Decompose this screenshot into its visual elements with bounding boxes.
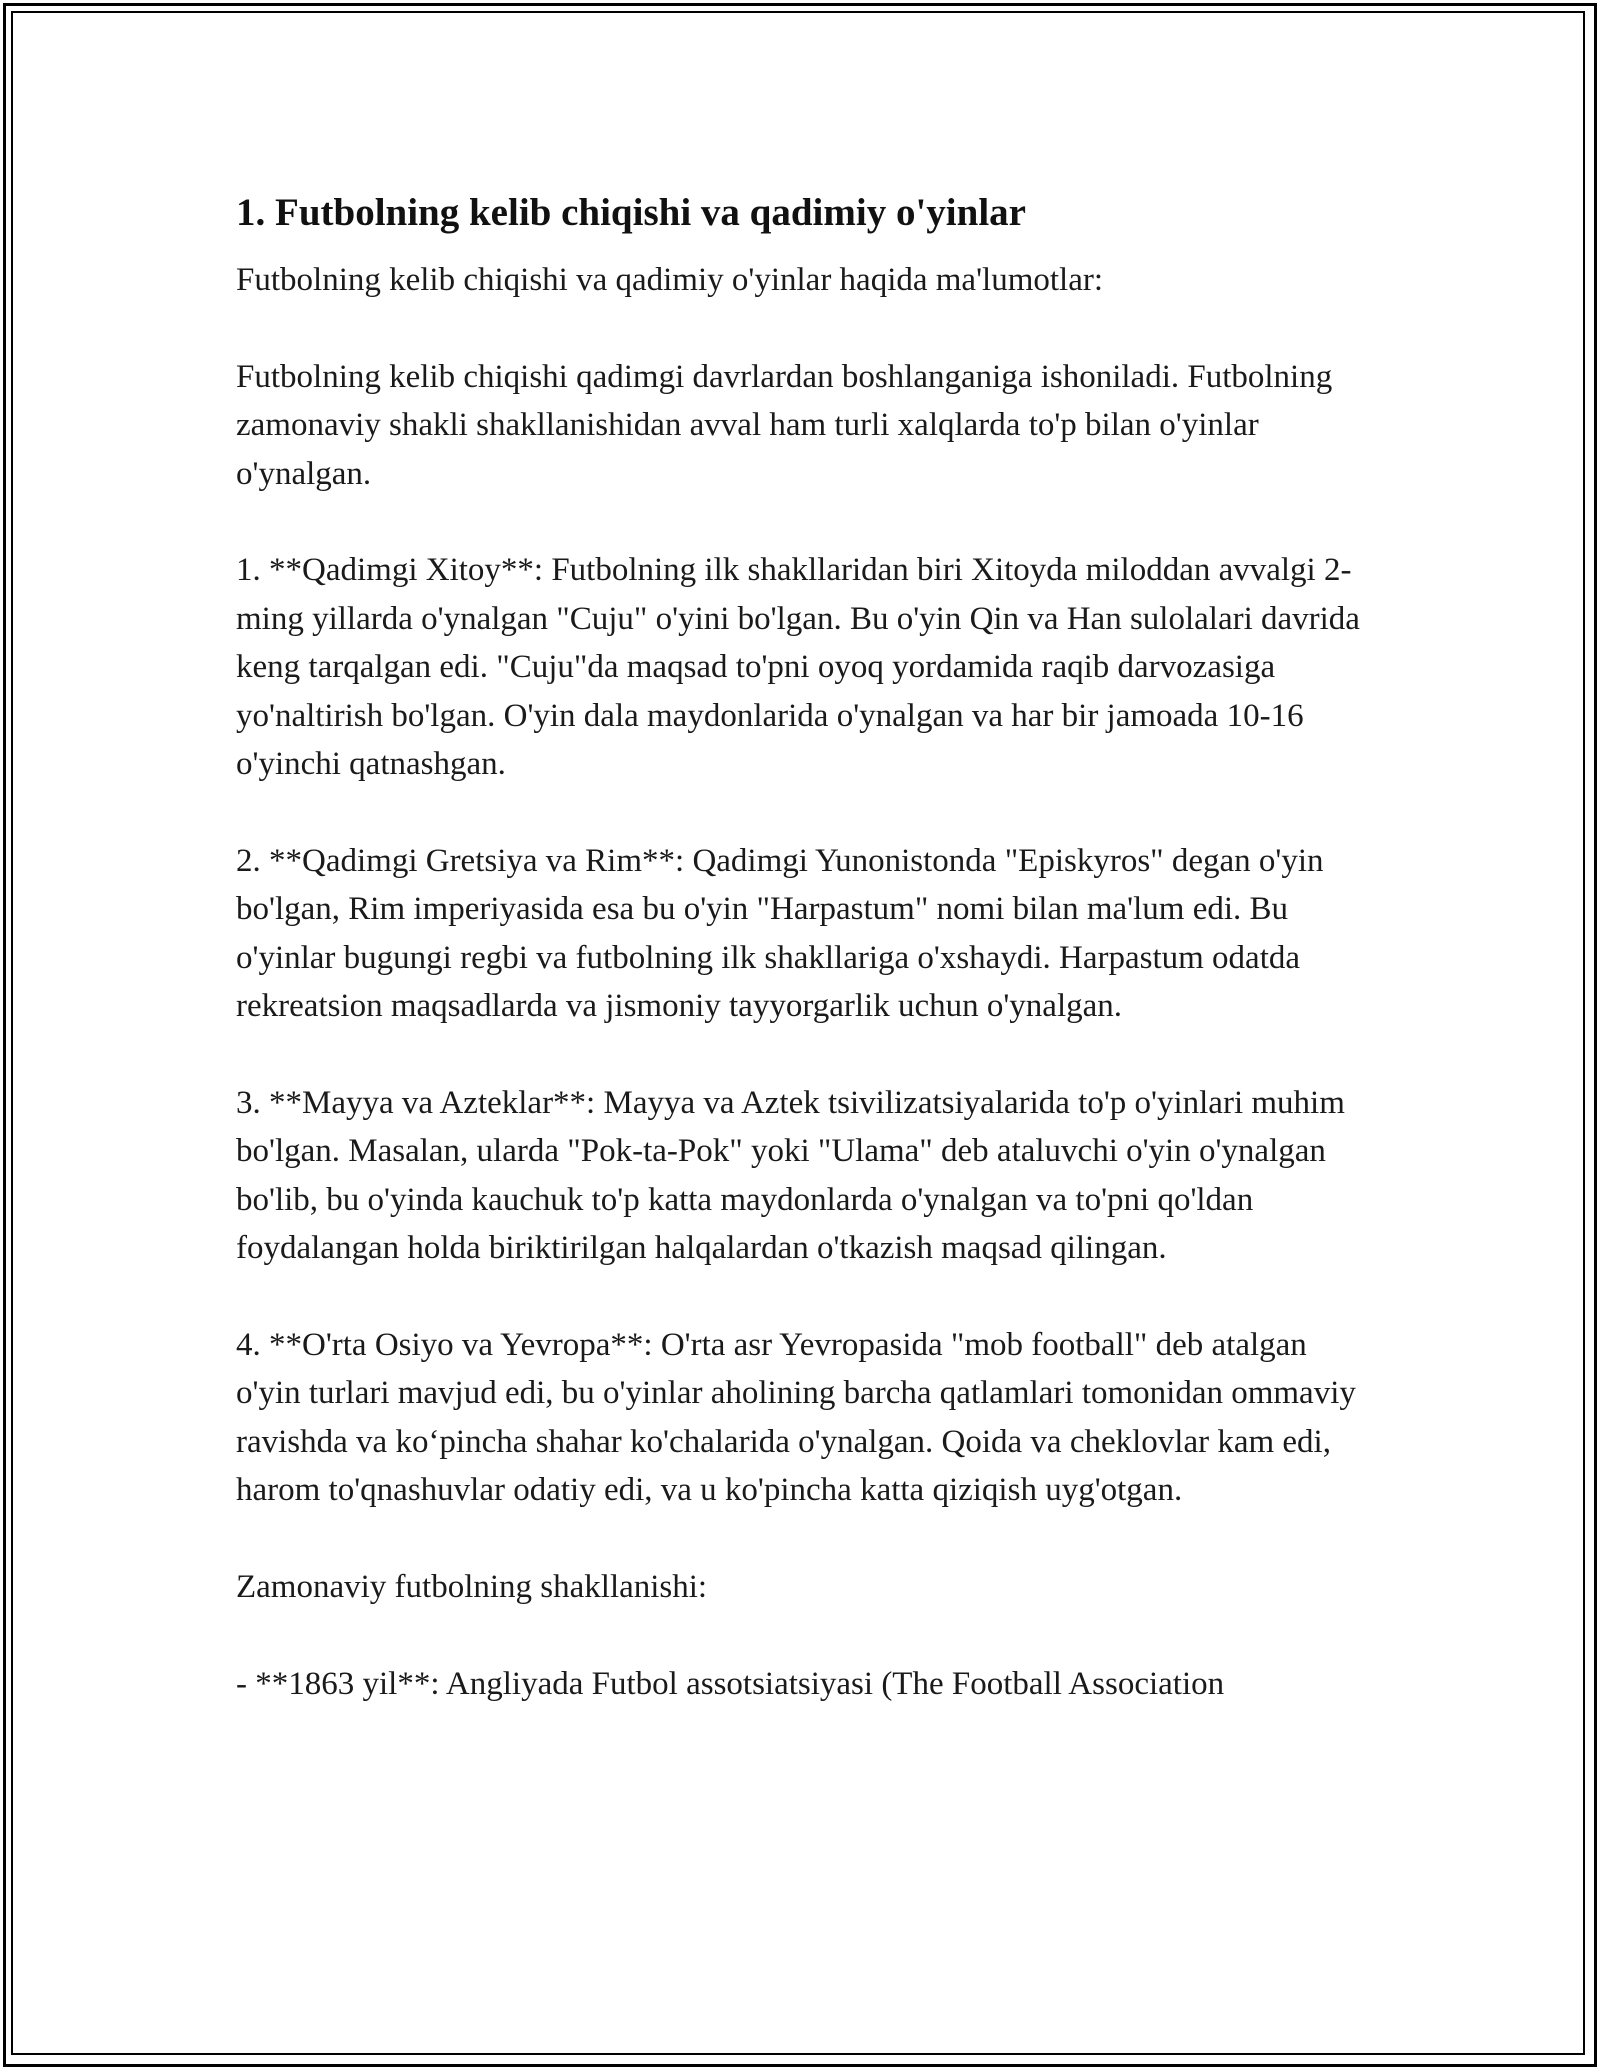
intro-paragraph: Futbolning kelib chiqishi va qadimiy o'yinlar haqida ma'lumotlar: <box>236 262 1104 298</box>
section-heading: 1. Futbolning kelib chiqishi va qadimiy o'yinlar <box>236 191 1026 234</box>
maya-aztec-paragraph: 3. **Mayya va Azteklar**: Mayya va Aztek tsivilizatsiyalarida to'p o'yinlari muhim bo'lgan. Masalan, ularda "Pok-ta-Pok" yoki "Ulama" deb ataluvchi o'yin o'ynalgan bo'lib, bu o'yinda kauchuk to'p katta maydonlarda o'ynalgan va to'pni qo'ldan foydalangan holda biriktirilgan halqalardan o'tkazish maqsad qilingan. <box>236 1084 1354 1267</box>
greece-rome-paragraph: 2. **Qadimgi Gretsiya va Rim**: Qadimgi Yunonistonda "Episkyros" degan o'yin bo'lgan, Rim imperiyasida esa bu o'yin "Harpastum" nomi bilan ma'lum edi. Bu o'yinlar bugungi regbi va futbolning ilk shakllariga o'xshaydi. Harpastum odatda rekreatsion maqsadlarda va jismoniy tayyorgarlik uchun o'ynalgan. <box>236 842 1332 1025</box>
central-asia-europe-paragraph: 4. **O'rta Osiyo va Yevropa**: O'rta asr Yevropasida "mob football" deb atalgan o'yin turlari mavjud edi, bu o'yinlar aholining barcha qatlamlari tomonidan ommaviy ravishda va ko‘pincha shahar ko'chalarida o'ynalgan. Qoida va cheklovlar kam edi, harom to'qnashuvlar odatiy edi, va u ko'pincha katta qiziqish uyg'otgan. <box>236 1326 1365 1509</box>
origin-paragraph: Futbolning kelib chiqishi qadimgi davrlardan boshlanganiga ishoniladi. Futbolning zamonaviy shakli shakllanishidan avval ham turli xalqlarda to'p bilan o'yinlar o'ynalgan. <box>236 358 1341 492</box>
modern-football-subheading: Zamonaviy futbolning shakllanishi: <box>236 1568 708 1605</box>
year-1863-list-item: - **1863 yil**: Angliyada Futbol assotsiatsiyasi (The Football Association <box>236 1665 1225 1702</box>
china-paragraph: 1. **Qadimgi Xitoy**: Futbolning ilk shakllaridan biri Xitoyda miloddan avvalgi 2-ming yillarda o'ynalgan "Cuju" o'yini bo'lgan. Bu o'yin Qin va Han sulolalari davrida keng tarqalgan edi. "Cuju"da maqsad to'pni oyoq yordamida raqib darvozasiga yo'naltirish bo'lgan. O'yin dala maydonlarida o'ynalgan va har bir jamoada 10-16 o'yinchi qatnashgan. <box>236 552 1369 783</box>
document-body <box>236 186 1376 1708</box>
